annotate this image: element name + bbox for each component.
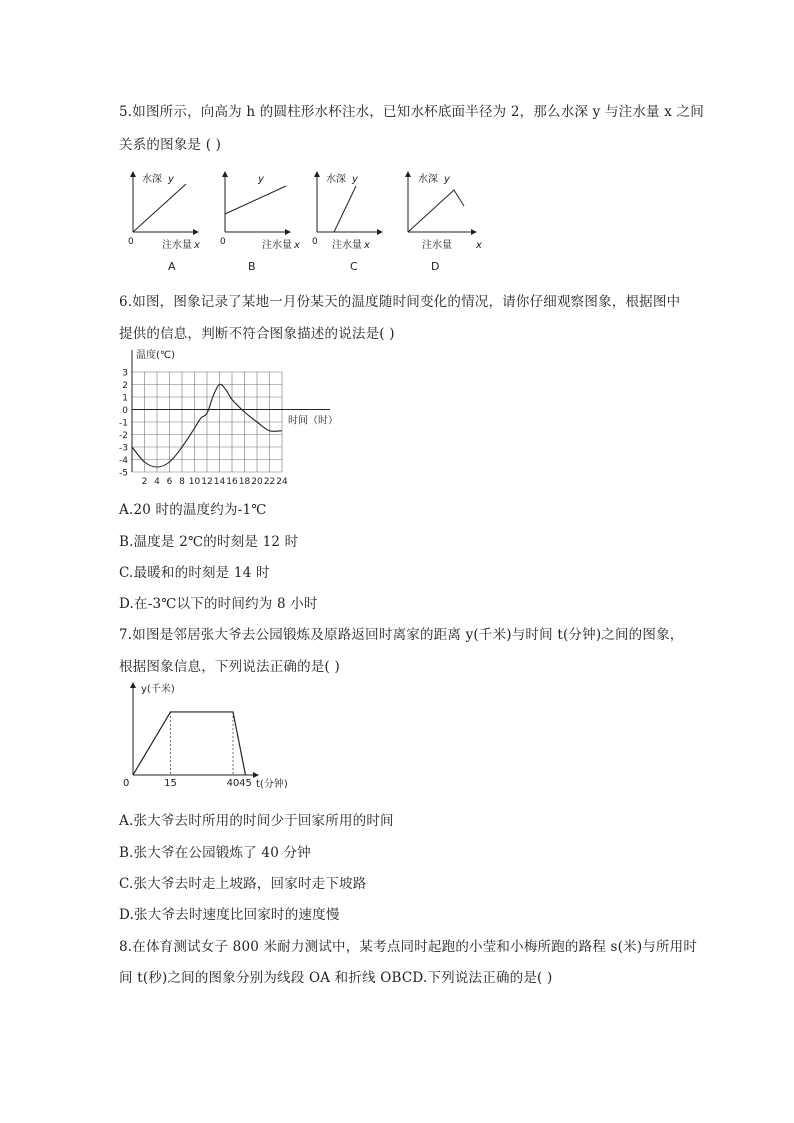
- distance-x-tick: 15: [164, 778, 177, 789]
- temperature-x-tick: 16: [226, 477, 238, 487]
- q5-c-xlabel: 注水量: [332, 240, 362, 251]
- temperature-x-tick: 8: [179, 477, 185, 487]
- q5-b-option: B: [248, 260, 256, 273]
- q5-a-option: A: [168, 260, 176, 273]
- temperature-y-tick: 0: [122, 406, 128, 416]
- distance-chart: [118, 680, 298, 800]
- q6-text-line2: 提供的信息，判断不符合图象描述的说法是( ): [119, 326, 395, 342]
- q5-text-line1: 5.如图所示，向高为 h 的圆柱形水杯注水，已知水杯底面半径为 2，那么水深 y 与注水量 x 之间: [119, 104, 704, 120]
- q5-c-option: C: [350, 260, 358, 273]
- q7-option-d: D.张大爷去时速度比回家时的速度慢: [119, 907, 340, 923]
- q7-text-line1: 7.如图是邻居张大爷去公园锻炼及原路返回时离家的距离 y(千米)与时间 t(分钟)之间的图象，: [119, 627, 684, 643]
- temperature-y-tick: -3: [119, 443, 128, 454]
- svg-text:x: x: [364, 240, 370, 251]
- svg-text:0: 0: [312, 237, 318, 247]
- q5-a-ylabel: 水深: [142, 174, 162, 185]
- q5-graph-b: [220, 172, 300, 273]
- distance-line: [133, 712, 246, 775]
- svg-text:x: x: [294, 240, 300, 251]
- q7-text-line2: 根据图象信息，下列说法正确的是( ): [119, 659, 340, 675]
- temperature-x-tick: 20: [251, 477, 263, 487]
- q5-graph-a: [128, 172, 200, 273]
- q5-graph-d: [408, 172, 482, 273]
- q7-option-b: B.张大爷在公园锻炼了 40 分钟: [119, 845, 311, 861]
- distance-x-tick: 40: [226, 778, 240, 789]
- temperature-x-tick: 22: [263, 477, 276, 487]
- temperature-x-tick: 12: [201, 477, 213, 487]
- temperature-x-tick: 10: [188, 477, 201, 487]
- temperature-y-tick: -5: [119, 468, 128, 479]
- svg-text:0: 0: [220, 237, 226, 247]
- temperature-x-tick: 4: [154, 477, 160, 487]
- temperature-x-tick: 24: [276, 477, 288, 487]
- q5-graph-a-line: [133, 184, 186, 232]
- q8-text-line2: 间 t(秒)之间的图象分别为线段 OA 和折线 OBCD.下列说法正确的是( ): [119, 970, 553, 986]
- distance-chart-origin: 0: [123, 778, 130, 789]
- temperature-y-tick: -1: [119, 418, 128, 429]
- q5-d-xlabel: 注水量: [422, 240, 452, 251]
- q7-option-c: C.张大爷去时走上坡路，回家时走下坡路: [119, 876, 367, 892]
- temperature-chart-grid: [132, 372, 282, 472]
- temperature-x-tick: 18: [238, 477, 251, 487]
- q5-text-line2: 关系的图象是 ( ): [119, 137, 222, 153]
- q5-b-xlabel: 注水量: [262, 240, 292, 251]
- temperature-y-tick: 2: [122, 381, 128, 391]
- svg-text:y: y: [352, 174, 358, 185]
- q5-graph-c: [312, 172, 382, 273]
- temperature-x-tick: 6: [166, 477, 173, 487]
- q5-graph-d-line: [408, 190, 464, 232]
- distance-x-tick: 45: [239, 778, 252, 789]
- q6-text-line1: 6.如图，图象记录了某地一月份某天的温度随时间变化的情况，请你仔细观察图象，根据图中: [119, 294, 681, 310]
- svg-text:y: y: [444, 174, 450, 185]
- temperature-chart: [114, 342, 344, 492]
- q6-option-a: A.20 时的温度约为-1℃: [119, 502, 267, 518]
- temperature-y-tick: 3: [122, 368, 128, 379]
- temperature-y-tick: 1: [122, 393, 128, 404]
- q5-option-graphs: [118, 166, 508, 278]
- q5-a-xlabel: 注水量: [162, 240, 192, 251]
- distance-chart-y-label: y(千米): [141, 684, 175, 695]
- svg-text:x: x: [194, 240, 200, 251]
- q5-graph-b-line: [225, 186, 286, 214]
- q6-option-c: C.最暖和的时刻是 14 时: [119, 565, 270, 581]
- temperature-x-tick: 14: [213, 477, 226, 487]
- svg-text:x: x: [476, 240, 482, 251]
- q5-d-ylabel: 水深: [418, 174, 438, 185]
- q6-option-d: D.在-3℃以下的时间约为 8 小时: [119, 596, 318, 612]
- q7-option-a: A.张大爷去时所用的时间少于回家所用的时间: [119, 813, 394, 829]
- temperature-chart-y-label: 温度(℃): [136, 350, 176, 361]
- q5-d-option: D: [431, 260, 440, 273]
- q5-c-ylabel: 水深: [326, 174, 346, 185]
- q6-option-b: B.温度是 2℃的时刻是 12 时: [119, 534, 299, 550]
- temperature-chart-x-label: 时间（时）: [288, 415, 338, 427]
- svg-text:y: y: [168, 174, 174, 185]
- temperature-x-tick: 2: [141, 477, 148, 487]
- svg-text:y: y: [258, 174, 264, 185]
- q5-graph-c-line: [334, 186, 356, 232]
- distance-chart-x-label: t(分钟): [256, 779, 288, 790]
- q8-text-line1: 8.在体育测试女子 800 米耐力测试中，某考点同时起跑的小莹和小梅所跑的路程 s(米)与所用时: [119, 939, 698, 955]
- temperature-y-tick: -4: [119, 456, 128, 466]
- temperature-y-tick: -2: [119, 431, 128, 441]
- svg-text:0: 0: [128, 237, 134, 247]
